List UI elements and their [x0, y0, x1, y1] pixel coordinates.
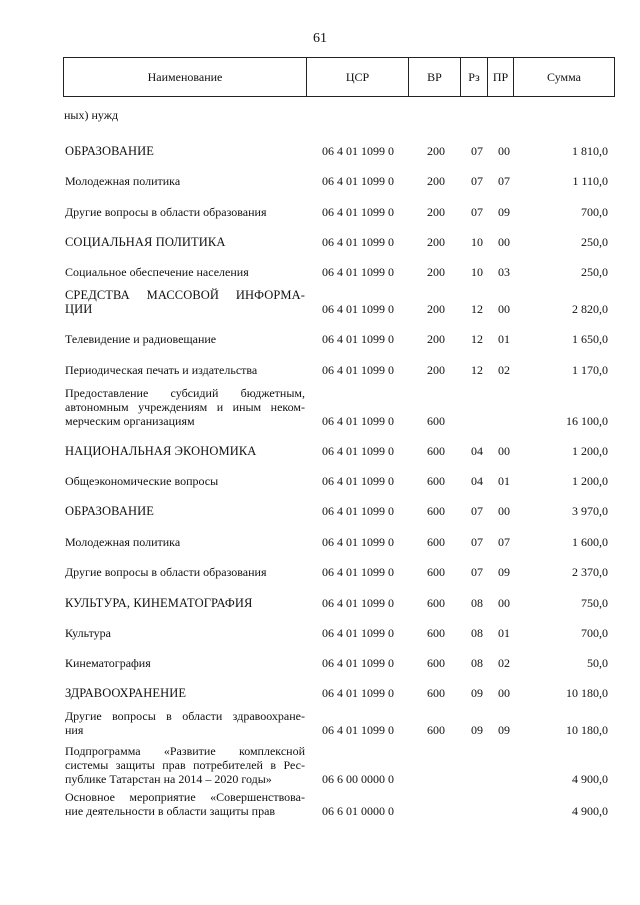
row-name-line: Кинематография	[65, 656, 151, 670]
row-pr: 09	[498, 723, 510, 737]
row-pr: 01	[498, 474, 510, 488]
row-csr: 06 4 01 1099 0	[322, 565, 394, 579]
row-csr: 06 4 01 1099 0	[322, 363, 394, 377]
row-name-line: Предоставление субсидий бюджетным,	[65, 386, 305, 400]
row-pr: 00	[498, 504, 510, 518]
row-csr: 06 4 01 1099 0	[322, 332, 394, 346]
row-csr: 06 4 01 1099 0	[322, 444, 394, 458]
row-name	[65, 656, 305, 670]
table-header	[63, 57, 615, 97]
row-vr: 200	[427, 235, 445, 249]
continuation-text: ных) нужд	[64, 108, 119, 122]
row-name-line: Подпрограмма «Развитие комплексной	[65, 744, 305, 758]
row-rz: 08	[471, 626, 483, 640]
row-name	[65, 474, 305, 488]
row-csr: 06 4 01 1099 0	[322, 144, 394, 158]
row-vr: 600	[427, 656, 445, 670]
row-name-line: КУЛЬТУРА, КИНЕМАТОГРАФИЯ	[65, 596, 253, 610]
row-rz: 07	[471, 205, 483, 219]
row-rz: 08	[471, 656, 483, 670]
header-pr: ПР	[488, 58, 514, 96]
row-sum: 4 900,0	[572, 772, 608, 786]
row-pr: 02	[498, 656, 510, 670]
row-name-line: ния	[65, 723, 84, 737]
row-name-line: Молодежная политика	[65, 174, 181, 188]
row-sum: 1 200,0	[572, 474, 608, 488]
row-pr: 00	[498, 235, 510, 249]
row-name-line: Другие вопросы в области здравоохране-	[65, 709, 305, 723]
row-name-line: ЗДРАВООХРАНЕНИЕ	[65, 686, 187, 700]
row-sum: 2 370,0	[572, 565, 608, 579]
row-name-line: системы защиты прав потребителей в Рес-	[65, 758, 305, 772]
row-name	[65, 504, 305, 518]
row-vr: 200	[427, 205, 445, 219]
row-name-line: Культура	[65, 626, 111, 640]
row-sum: 3 970,0	[572, 504, 608, 518]
row-vr: 600	[427, 686, 445, 700]
header-vr: ВР	[409, 58, 461, 96]
row-rz: 07	[471, 535, 483, 549]
row-name-line: Молодежная политика	[65, 535, 181, 549]
row-rz: 07	[471, 565, 483, 579]
row-vr: 600	[427, 474, 445, 488]
row-name-line: Телевидение и радиовещание	[65, 332, 217, 346]
row-sum: 4 900,0	[572, 804, 608, 818]
row-rz: 07	[471, 174, 483, 188]
row-sum: 1 810,0	[572, 144, 608, 158]
row-rz: 12	[471, 363, 483, 377]
row-name	[65, 363, 305, 377]
header-csr: ЦСР	[307, 58, 409, 96]
row-sum: 700,0	[581, 626, 608, 640]
row-name-line: Социальное обеспечение населения	[65, 265, 249, 279]
row-rz: 07	[471, 504, 483, 518]
row-name-line: мерческим организациям	[65, 414, 195, 428]
row-csr: 06 6 01 0000 0	[322, 804, 394, 818]
row-name-line: ние деятельности в области защиты прав	[65, 804, 276, 818]
row-vr: 200	[427, 332, 445, 346]
row-name	[65, 265, 305, 279]
row-vr: 600	[427, 596, 445, 610]
row-vr: 200	[427, 302, 445, 316]
row-pr: 00	[498, 444, 510, 458]
row-sum: 250,0	[581, 265, 608, 279]
row-pr: 09	[498, 565, 510, 579]
row-sum: 1 110,0	[572, 174, 608, 188]
row-vr: 600	[427, 723, 445, 737]
row-name	[65, 565, 305, 579]
row-sum: 2 820,0	[572, 302, 608, 316]
row-rz: 04	[471, 444, 483, 458]
row-rz: 12	[471, 302, 483, 316]
header-sum: Сумма	[547, 69, 581, 84]
row-csr: 06 4 01 1099 0	[322, 302, 394, 316]
row-sum: 1 200,0	[572, 444, 608, 458]
row-csr: 06 4 01 1099 0	[322, 474, 394, 488]
row-name-line: публике Татарстан на 2014 – 2020 годы»	[65, 772, 272, 786]
row-csr: 06 4 01 1099 0	[322, 235, 394, 249]
row-vr: 600	[427, 565, 445, 579]
row-csr: 06 4 01 1099 0	[322, 535, 394, 549]
row-rz: 09	[471, 723, 483, 737]
row-name-line: ОБРАЗОВАНИЕ	[65, 504, 154, 518]
row-name	[65, 626, 305, 640]
row-csr: 06 4 01 1099 0	[322, 265, 394, 279]
row-csr: 06 4 01 1099 0	[322, 174, 394, 188]
row-rz: 12	[471, 332, 483, 346]
row-sum: 1 600,0	[572, 535, 608, 549]
row-vr: 600	[427, 626, 445, 640]
row-pr: 01	[498, 626, 510, 640]
row-name	[65, 744, 305, 786]
row-name	[65, 444, 305, 458]
row-pr: 03	[498, 265, 510, 279]
row-name	[65, 709, 305, 737]
row-csr: 06 4 01 1099 0	[322, 656, 394, 670]
row-sum: 10 180,0	[566, 686, 608, 700]
row-rz: 10	[471, 235, 483, 249]
row-name-line: Другие вопросы в области образования	[65, 565, 267, 579]
row-vr: 200	[427, 174, 445, 188]
row-csr: 06 4 01 1099 0	[322, 723, 394, 737]
row-pr: 07	[498, 535, 510, 549]
row-vr: 200	[427, 363, 445, 377]
row-name-line: Общеэкономические вопросы	[65, 474, 219, 488]
row-pr: 00	[498, 686, 510, 700]
row-sum: 1 170,0	[572, 363, 608, 377]
row-name-line: ЦИИ	[65, 302, 93, 316]
row-sum: 10 180,0	[566, 723, 608, 737]
row-pr: 07	[498, 174, 510, 188]
row-vr: 600	[427, 444, 445, 458]
row-sum: 16 100,0	[566, 414, 608, 428]
row-pr: 00	[498, 144, 510, 158]
row-rz: 09	[471, 686, 483, 700]
header-rz: Рз	[461, 58, 488, 96]
row-name-line: Периодическая печать и издательства	[65, 363, 258, 377]
row-pr: 00	[498, 596, 510, 610]
row-pr: 01	[498, 332, 510, 346]
row-csr: 06 4 01 1099 0	[322, 596, 394, 610]
row-sum: 50,0	[587, 656, 608, 670]
row-name	[65, 144, 305, 158]
header-name: Наименование	[64, 58, 307, 96]
row-vr: 200	[427, 265, 445, 279]
row-name	[65, 174, 305, 188]
row-name	[65, 332, 305, 346]
row-rz: 07	[471, 144, 483, 158]
page-number: 61	[313, 31, 327, 46]
row-name-line: НАЦИОНАЛЬНАЯ ЭКОНОМИКА	[65, 444, 257, 458]
row-rz: 04	[471, 474, 483, 488]
row-vr: 600	[427, 414, 445, 428]
row-name-line: СОЦИАЛЬНАЯ ПОЛИТИКА	[65, 235, 226, 249]
row-vr: 200	[427, 144, 445, 158]
row-name	[65, 790, 305, 818]
row-sum: 1 650,0	[572, 332, 608, 346]
row-name	[65, 686, 305, 700]
row-name	[65, 596, 305, 610]
row-name	[65, 386, 305, 428]
row-sum: 750,0	[581, 596, 608, 610]
row-rz: 10	[471, 265, 483, 279]
row-name	[65, 235, 305, 249]
row-csr: 06 4 01 1099 0	[322, 626, 394, 640]
row-vr: 600	[427, 504, 445, 518]
row-csr: 06 4 01 1099 0	[322, 686, 394, 700]
row-csr: 06 4 01 1099 0	[322, 414, 394, 428]
row-name-line: автономным учреждениям и иным неком-	[65, 400, 305, 414]
row-csr: 06 6 00 0000 0	[322, 772, 394, 786]
row-name	[65, 205, 305, 219]
row-pr: 02	[498, 363, 510, 377]
row-sum: 250,0	[581, 235, 608, 249]
row-name-line: СРЕДСТВА МАССОВОЙ ИНФОРМА-	[65, 288, 305, 302]
row-name	[65, 535, 305, 549]
row-pr: 09	[498, 205, 510, 219]
row-name	[65, 288, 305, 316]
row-csr: 06 4 01 1099 0	[322, 504, 394, 518]
row-vr: 600	[427, 535, 445, 549]
row-name-line: Основное мероприятие «Совершенствова-	[65, 790, 305, 804]
row-csr: 06 4 01 1099 0	[322, 205, 394, 219]
row-pr: 00	[498, 302, 510, 316]
row-sum: 700,0	[581, 205, 608, 219]
row-name-line: Другие вопросы в области образования	[65, 205, 267, 219]
row-name-line: ОБРАЗОВАНИЕ	[65, 144, 154, 158]
row-rz: 08	[471, 596, 483, 610]
